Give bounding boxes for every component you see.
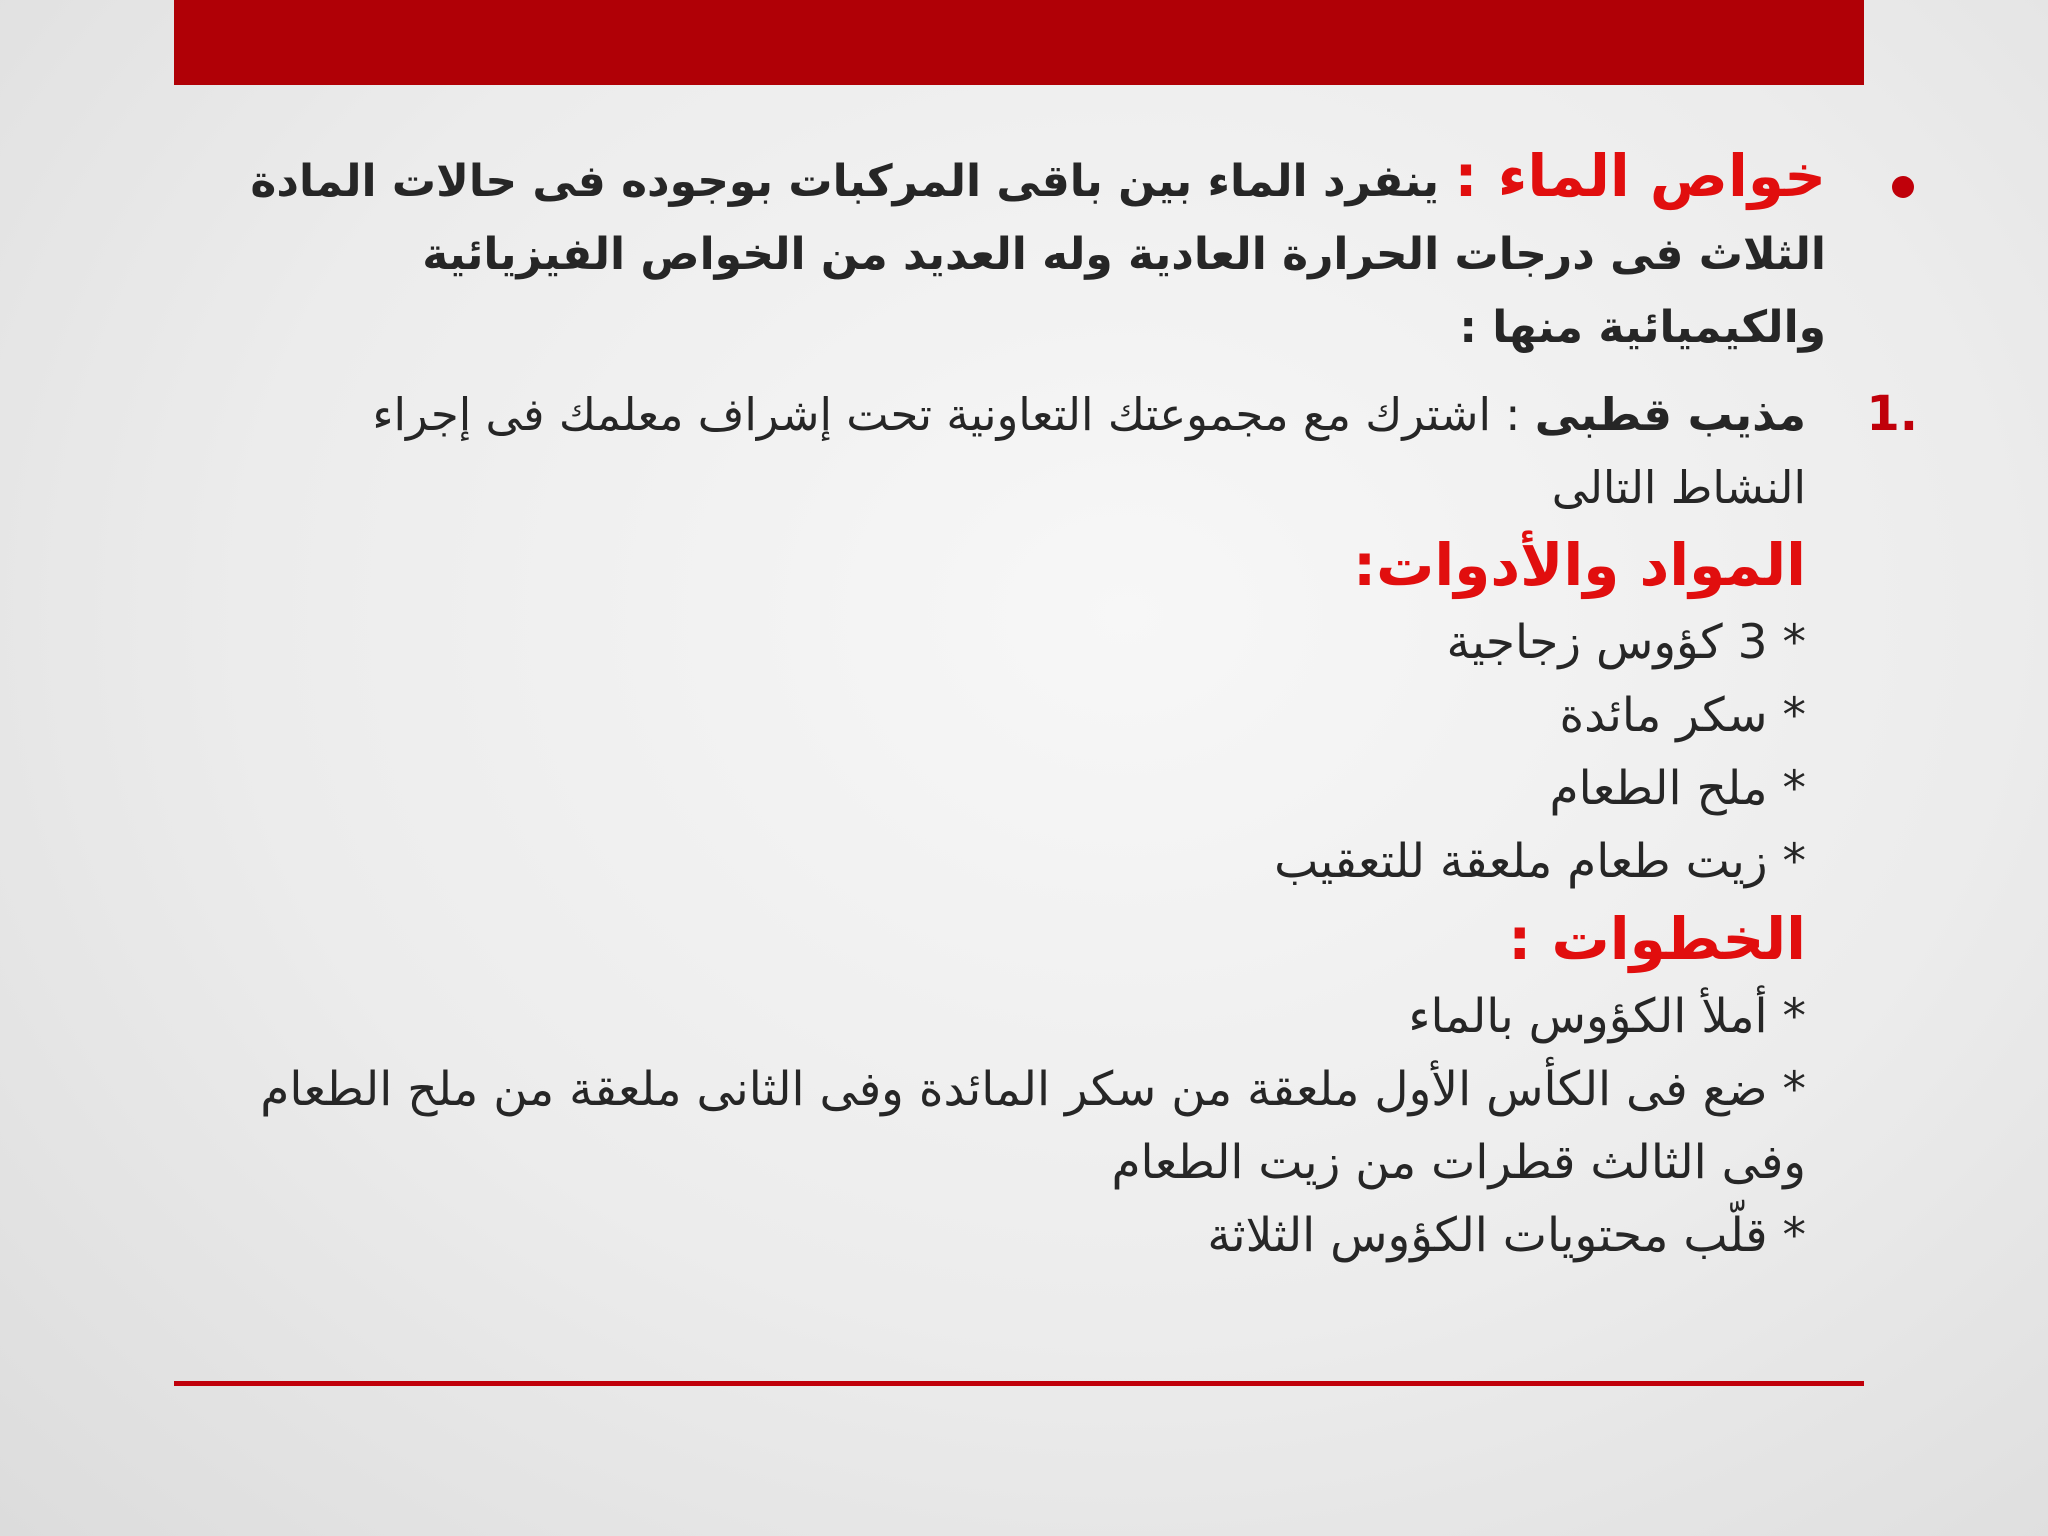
slide-content [250, 140, 1938, 1272]
intro-title: خواص الماء : [1454, 142, 1826, 210]
steps-item: * قلّب محتويات الكؤوس الثلاثة [1207, 1208, 1806, 1263]
materials-item: * ملح الطعام [1549, 761, 1806, 816]
steps-item: * ضع فى الكأس الأول ملعقة من سكر المائدة وفى الثانى ملعقة من ملح الطعام وفى الثالث قطرات من زيت الطعام [260, 1062, 1806, 1190]
top-red-band [174, 0, 1864, 85]
materials-heading: المواد والأدوات: [1352, 531, 1806, 599]
bottom-red-rule [174, 1381, 1864, 1386]
intro-paragraph [250, 140, 1826, 364]
item1-paragraph [250, 378, 1806, 524]
bullet-dot-icon [1892, 176, 1914, 198]
item1-text: : اشترك مع مجموعتك التعاونية تحت إشراف معلمك فى إجراء النشاط التالى [372, 388, 1806, 514]
steps-heading: الخطوات : [1508, 905, 1806, 973]
intro-text: ينفرد الماء بين باقى المركبات بوجوده فى حالات المادة الثلاث فى درجات الحرارة العادية وله العديد من الخواص الفيزيائية والكيميائية منها : [250, 156, 1826, 353]
steps-item: * أملأ الكؤوس بالماء [1408, 989, 1806, 1044]
intro-bullet [250, 140, 1938, 364]
item1-title: مذيب قطبى [1534, 388, 1806, 441]
materials-item: * 3 كؤوس زجاجية [1446, 615, 1806, 670]
item-number: 1. [1866, 386, 1918, 442]
materials-item: * سكر مائدة [1559, 688, 1806, 743]
numbered-item-1 [250, 378, 1938, 1272]
materials-item: * زيت طعام ملعقة للتعقيب [1274, 834, 1806, 889]
